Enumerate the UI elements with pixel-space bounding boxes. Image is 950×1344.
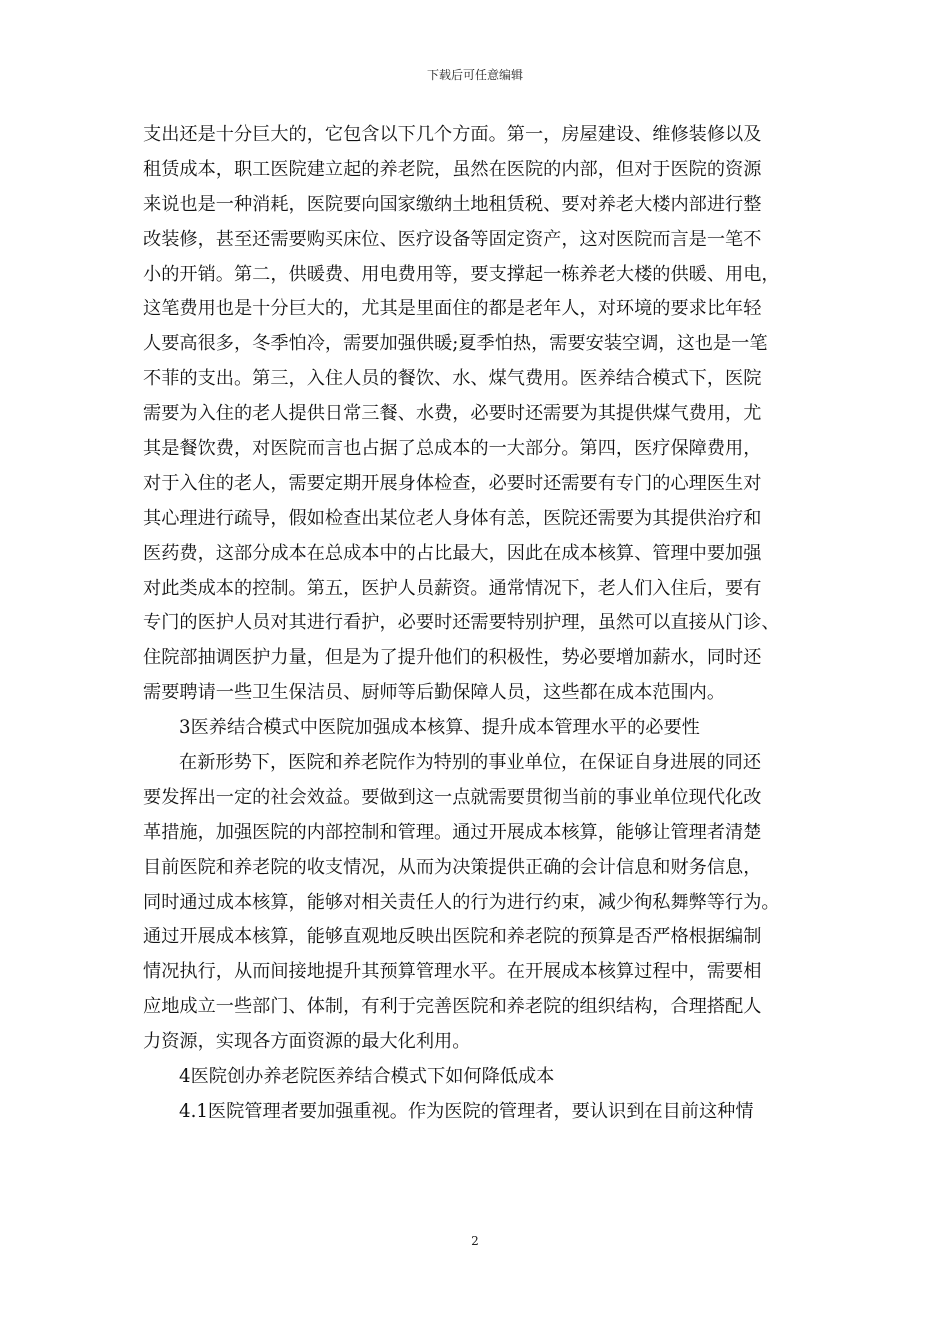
text-line: 要发挥出一定的社会效益。要做到这一点就需要贯彻当前的事业单位现代化改 bbox=[143, 786, 762, 808]
text-line: 其心理进行疏导，假如检查出某位老人身体有恙，医院还需要为其提供治疗和 bbox=[143, 507, 762, 529]
text-line: 对于入住的老人，需要定期开展身体检查，必要时还需要有专门的心理医生对 bbox=[143, 472, 762, 494]
text-line: 支出还是十分巨大的，它包含以下几个方面。第一，房屋建设、维修装修以及 bbox=[143, 124, 762, 145]
text-line: 改装修，甚至还需要购买床位、医疗设备等固定资产，这对医院而言是一笔不 bbox=[143, 228, 762, 250]
text-line: 这笔费用也是十分巨大的，尤其是里面住的都是老年人，对环境的要求比年轻 bbox=[143, 298, 762, 320]
text-line: 对此类成本的控制。第五，医护人员薪资。通常情况下，老人们入住后，要有 bbox=[143, 577, 762, 599]
text-line: 小的开销。第二，供暖费、用电费用等，要支撑起一栋养老大楼的供暖、用电， bbox=[143, 263, 780, 285]
document-body bbox=[143, 118, 813, 1130]
text-line: 在新形势下，医院和养老院作为特别的事业单位，在保证自身进展的同还 bbox=[179, 752, 762, 774]
text-line: 住院部抽调医护力量，但是为了提升他们的积极性，势必要增加薪水，同时还 bbox=[143, 647, 762, 669]
page-number: 2 bbox=[471, 1234, 479, 1248]
text-line: 3医养结合模式中医院加强成本核算、提升成本管理水平的必要性 bbox=[179, 717, 700, 739]
text-line: 医药费，这部分成本在总成本中的占比最大，因此在成本核算、管理中要加强 bbox=[143, 542, 762, 564]
text-line: 需要为入住的老人提供日常三餐、水费，必要时还需要为其提供煤气费用，尤 bbox=[143, 403, 762, 425]
text-line: 目前医院和养老院的收支情况，从而为决策提供正确的会计信息和财务信息， bbox=[143, 856, 762, 878]
text-line: 应地成立一些部门、体制，有利于完善医院和养老院的组织结构，合理搭配人 bbox=[143, 996, 762, 1018]
text-line: 力资源，实现各方面资源的最大化利用。 bbox=[143, 1031, 471, 1053]
text-line: 同时通过成本核算，能够对相关责任人的行为进行约束，减少徇私舞弊等行为。 bbox=[143, 891, 780, 913]
text-line: 革措施，加强医院的内部控制和管理。通过开展成本核算，能够让管理者清楚 bbox=[143, 821, 762, 843]
text-line: 情况执行，从而间接地提升其预算管理水平。在开展成本核算过程中，需要相 bbox=[143, 961, 762, 983]
text-line: 通过开展成本核算，能够直观地反映出医院和养老院的预算是否严格根据编制 bbox=[143, 926, 762, 948]
text-line: 其是餐饮费，对医院而言也占据了总成本的一大部分。第四，医疗保障费用， bbox=[143, 438, 762, 460]
text-line: 人要高很多，冬季怕冷，需要加强供暖;夏季怕热，需要安装空调，这也是一笔 bbox=[143, 333, 768, 355]
text-line: 不菲的支出。第三，入住人员的餐饮、水、煤气费用。医养结合模式下，医院 bbox=[143, 368, 762, 390]
page-header: 下载后可任意编辑 bbox=[426, 68, 523, 82]
text-line: 专门的医护人员对其进行看护，必要时还需要特别护理，虽然可以直接从门诊、 bbox=[143, 612, 780, 634]
text-line: 租赁成本，职工医院建立起的养老院，虽然在医院的内部，但对于医院的资源 bbox=[143, 158, 762, 180]
text-line: 4医院创办养老院医养结合模式下如何降低成本 bbox=[179, 1066, 555, 1088]
text-line: 4.1医院管理者要加强重视。作为医院的管理者，要认识到在目前这种情 bbox=[179, 1100, 754, 1122]
text-line: 需要聘请一些卫生保洁员、厨师等后勤保障人员，这些都在成本范围内。 bbox=[143, 682, 726, 704]
text-line: 来说也是一种消耗，医院要向国家缴纳土地租赁税、要对养老大楼内部进行整 bbox=[143, 193, 762, 215]
